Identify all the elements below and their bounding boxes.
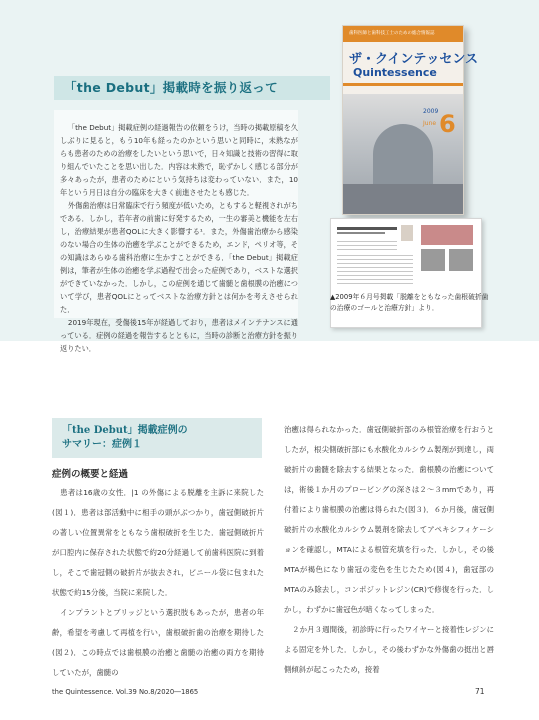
intro-paragraph: 2019年現在，受傷後15年が経過しており，患者はメインテナンスに通っている．症例の経過を報告するとともに，当時の診断と治療方針を振り返りたい． [60,318,298,353]
case-title-line2: サマリー：症例１ [62,439,142,450]
cover-title-jp: ザ・クインテッセンス [349,52,478,67]
right-column-text [284,420,494,680]
body-paragraph: インプラントとブリッジという選択肢もあったが，患者の年齢，希望を考慮して再植を行い，歯根破折歯の治療を期待した(図２)．この時点では歯根膜の治癒と歯髄の治癒の両方を期待していたが，歯髄の [52,608,264,677]
intro-paragraph: 外傷歯治療は日常臨床で行う頻度が低いため，ともすると軽視されがちである．しかし，若年者の前歯に好発するため，一生の審美と機能を左右し，治療結果が患者QOLに大きく影響する¹．また，外傷歯治療から感染のない場合の生体の治癒を学ぶことができるため，エンド，ペリオ等，その知識はあらゆる歯科治療に生かすことができる．「the Debut」掲載症例は，筆者が生体の治癒を学ぶ過程で出会った症例であり，ベストな選択ができていなかった．しかし，この症例を通じて歯髄と歯根膜の治癒について学び，患者QOLにとってベストな治療方針とは何かを考えさせられた． [60,201,298,314]
intro-body [60,121,298,355]
left-column-text [52,483,264,683]
cover-banner [343,26,463,42]
intro-paragraph: 「the Debut」掲載症例の経過報告の依頼をうけ，当時の掲載原稿を久しぶりに見ると，もう10年も経ったのかという思いと同時に，未熟ながらも患者のための治療をしたいという思いで，日々知識と技術の習得に取り組んでいたことを思い出した．内容は未熟で，恥ずかしく感じる部分が多々あったが，患者のためにという気持ちは変わっていない．また，10年という月日は自分の臨床を大きく前進させたとも感じた． [60,123,298,197]
intro-heading: 「the Debut」掲載時を振り返って [64,80,278,95]
body-paragraph: 治癒は得られなかった．歯冠側破折部のみ根管治療を行おうとしたが，根尖側破折部にも水酸化カルシウム製剤が到達し，両破折片の歯髄を除去する結果となった．歯根膜の治癒については，術後１か月のプロービングの深さは２～３mmであり，再付着により歯根膜の治癒は得られた(図３)．６か月後，歯冠側破折片の水酸化カルシウム製剤を除去してアペキシフィケーションを確認し，MTAによる根管充填を行った．しかし，その後MTAが褐色になり歯冠の変色を生じたため(図４)，歯冠部のMTAのみ除去し，コンポジットレジン(CR)で修復を行った．しかし，わずかに歯冠色が暗くなってしまった． [284,425,494,614]
body-paragraph: ２か月３週間後，初診時に行ったワイヤーと接着性レジンによる固定を外した．しかし，その後わずかな外傷歯の挺出と唇側傾斜が起こったため，接着 [284,625,494,674]
body-paragraph: 患者は16歳の女性．|1 の外傷による脱離を主訴に来院した(図１)．患者は部活動中に相手の頭がぶつかり，歯冠側破折片の著しい位置異常をともなう歯根破折を生じた．歯冠側破折片が口腔内に保存された状態で約20分経過して前歯科医院に到着し，そこで歯冠側の破折片が抜去され，ビニール袋に包まれた状態で約15分後，当院に来院した． [52,488,264,597]
cover-banner-text: 歯科医師と歯科技工士のための総合情報誌 [349,31,435,36]
footer-journal-info: the Quintessence. Vol.39 No.8/2020―1865 [52,688,199,696]
figure-caption: ▲2009年６月号掲載「脱離をともなった歯根破折歯の治療のゴールと治療方針」より． [330,293,489,312]
cover-issue-number: 6 [439,110,456,138]
cover-month: June [423,120,437,127]
case-summary-title [62,424,188,452]
magazine-cover-image [342,25,478,215]
cover-year: 2009 [423,108,439,115]
section-heading: 症例の概要と経過 [52,469,129,480]
case-title-line1: 「the Debut」掲載症例の [62,425,188,436]
cover-title-en: Quintessence [353,66,437,79]
page-number: 71 [475,687,485,696]
cover-divider [343,83,463,86]
